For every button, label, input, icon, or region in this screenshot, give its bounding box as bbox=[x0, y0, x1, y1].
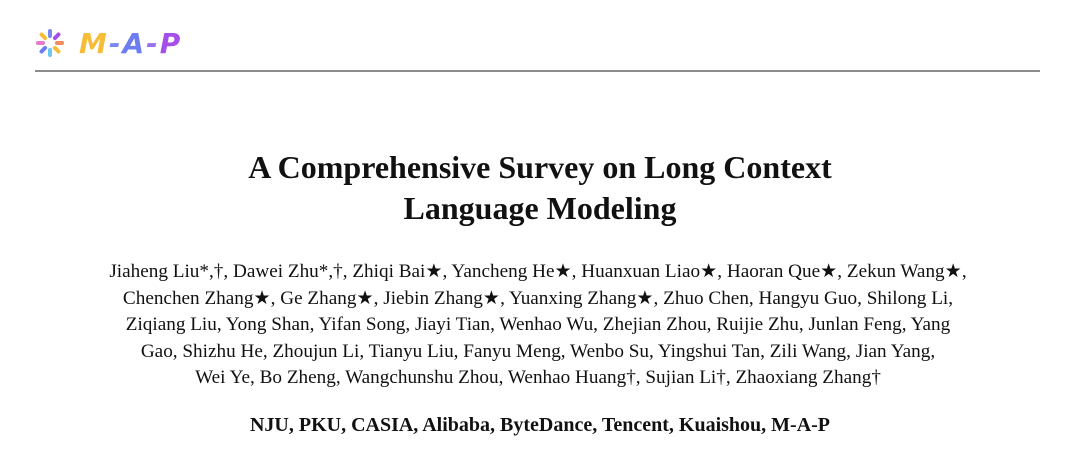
brand-letter-m: M bbox=[79, 26, 108, 60]
author-list bbox=[36, 259, 1040, 392]
brand-letter-a: A bbox=[122, 26, 146, 60]
brand-wordmark bbox=[79, 27, 181, 60]
title-line: A Comprehensive Survey on Long Context bbox=[248, 149, 832, 185]
author-line: Jiaheng Liu*,†, Dawei Zhu*,†, Zhiqi Bai★, Yancheng He★, Huanxuan Liao★, Haoran Que★, Zekun Wang★, bbox=[109, 261, 967, 282]
map-star-burst-icon bbox=[35, 28, 65, 58]
brand-dash: - bbox=[146, 26, 159, 60]
author-line: Chenchen Zhang★, Ge Zhang★, Jiebin Zhang★, Yuanxing Zhang★, Zhuo Chen, Hangyu Guo, Shilong Li, bbox=[122, 287, 954, 309]
header-logo bbox=[35, 26, 181, 60]
brand-dash: - bbox=[108, 26, 122, 60]
author-line: Gao, Shizhu He, Zhoujun Li, Tianyu Liu, Fanyu Meng, Wenbo Su, Yingshui Tan, Zili Wang, Jian Yang, bbox=[140, 340, 936, 362]
paper-title bbox=[0, 147, 1080, 229]
affiliations: NJU, PKU, CASIA, Alibaba, ByteDance, Tencent, Kuaishou, M-A-P bbox=[249, 414, 831, 436]
author-line: Ziqiang Liu, Yong Shan, Yifan Song, Jiayi Tian, Wenhao Wu, Zhejian Zhou, Ruijie Zhu, Junlan Feng, Yang bbox=[125, 314, 951, 336]
header-divider bbox=[35, 70, 1040, 72]
author-line: Wei Ye, Bo Zheng, Wangchunshu Zhou, Wenhao Huang†, Sujian Li†, Zhaoxiang Zhang† bbox=[195, 367, 881, 389]
title-line: Language Modeling bbox=[403, 190, 677, 226]
brand-letter-p: P bbox=[159, 26, 182, 60]
